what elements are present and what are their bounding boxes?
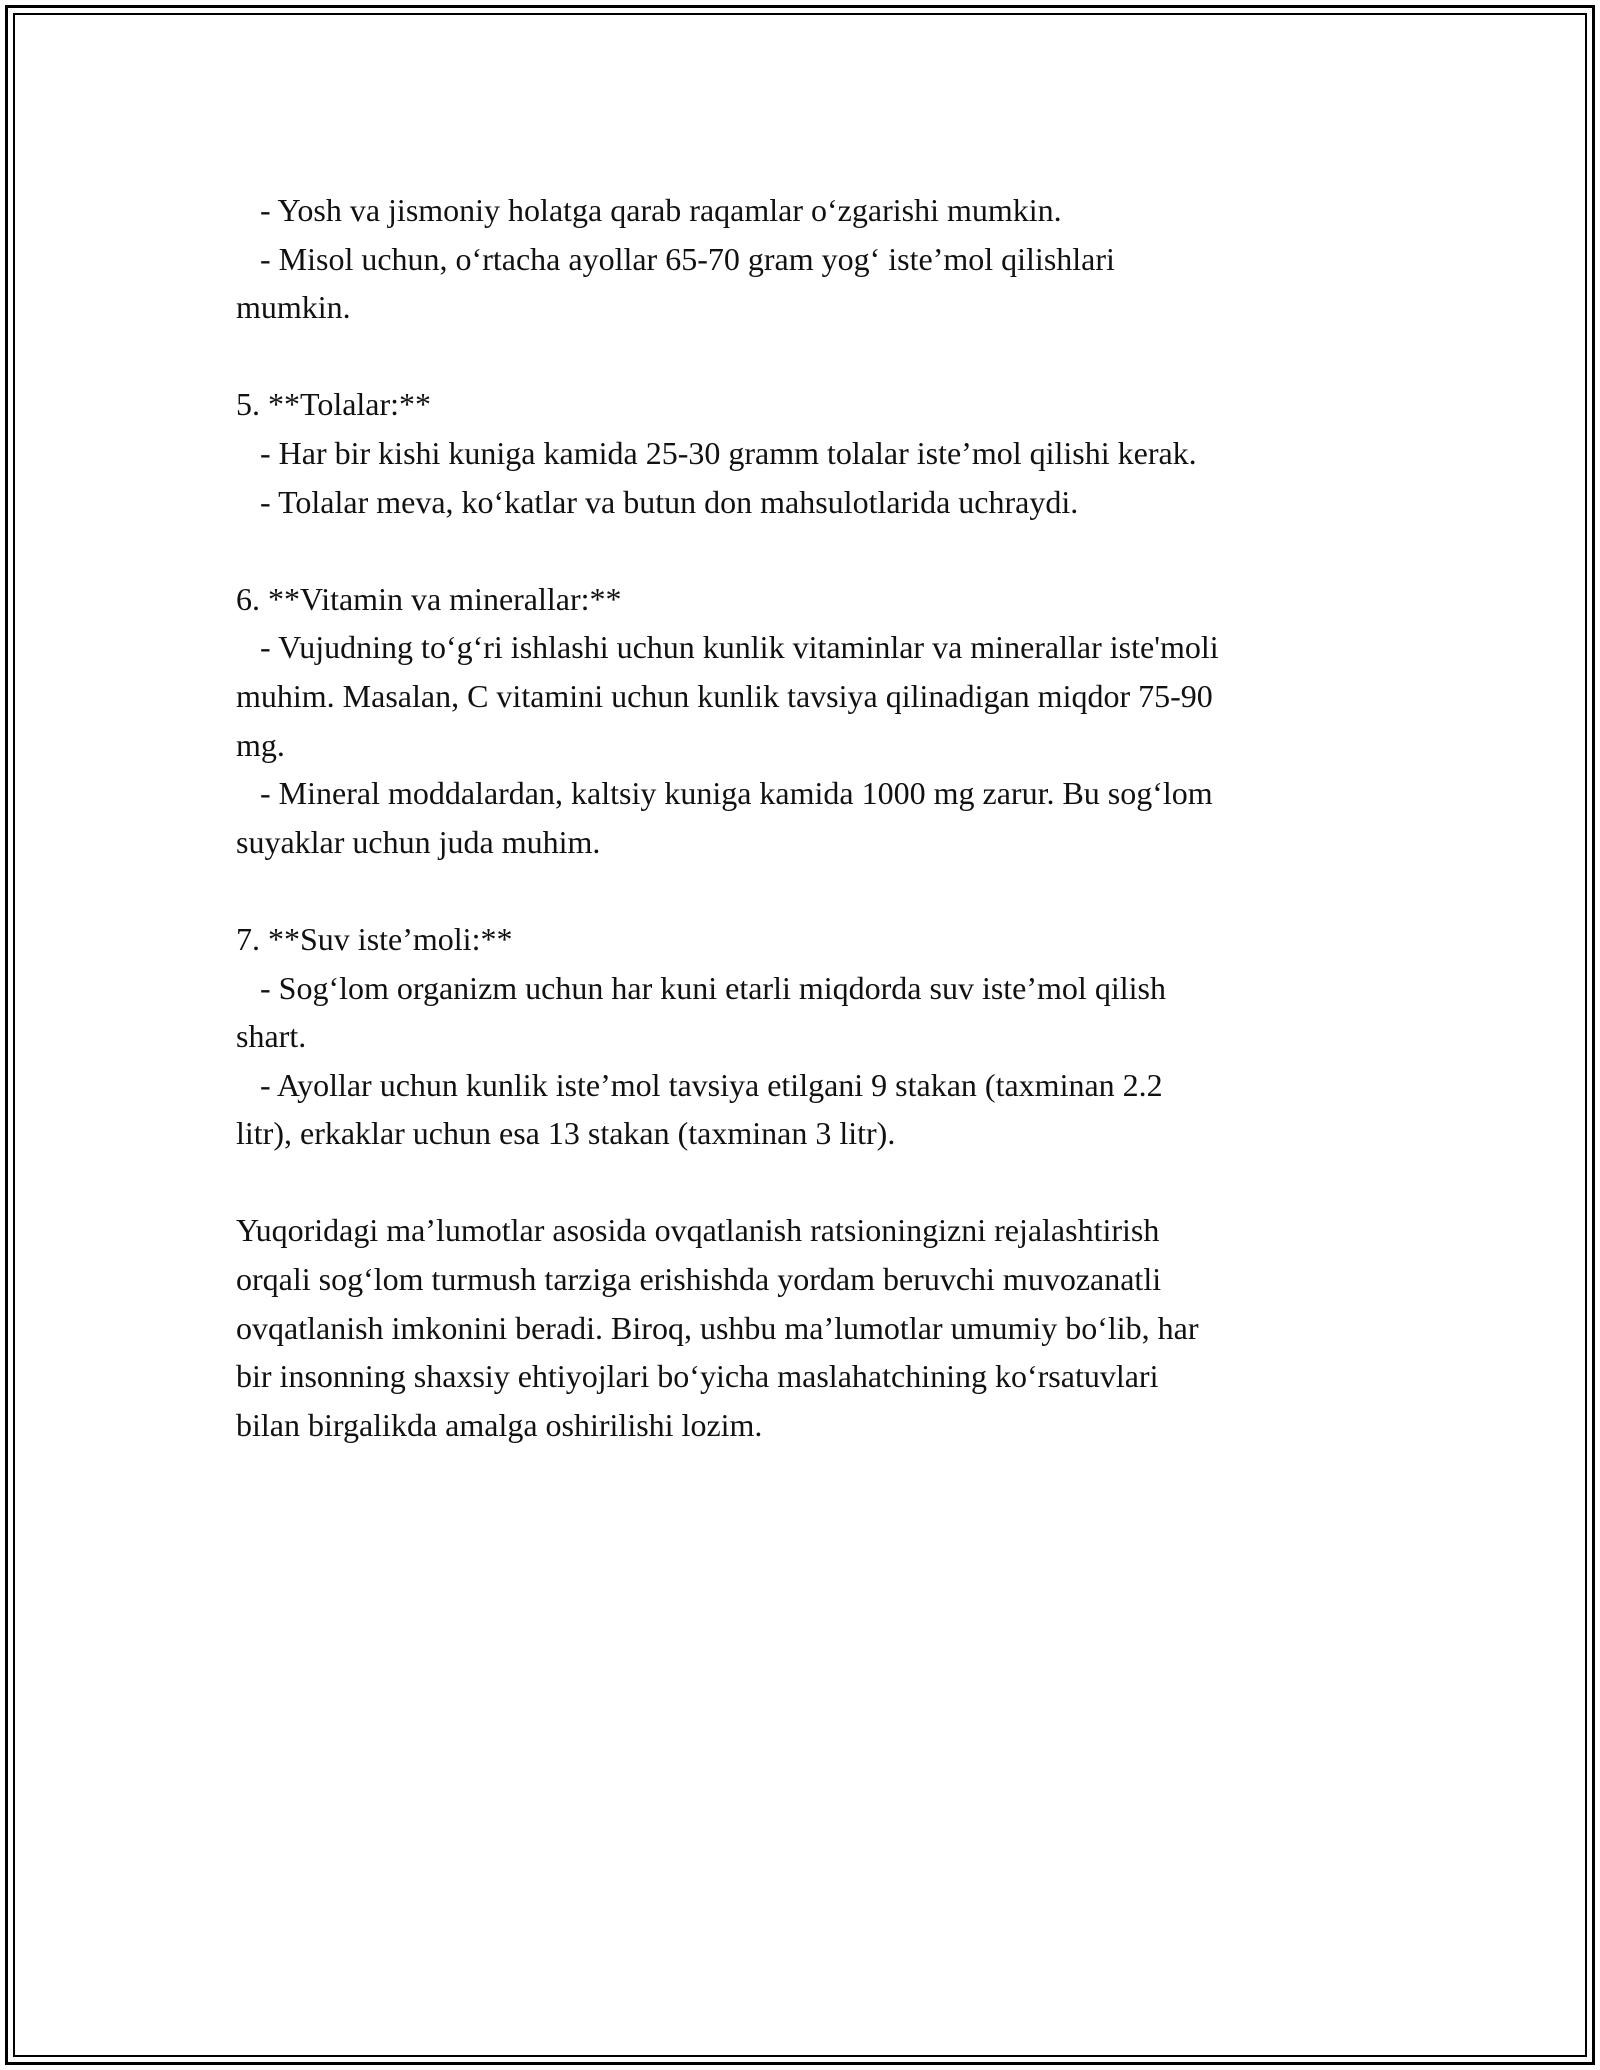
- text-line: - Har bir kishi kuniga kamida 25-30 gramm tolalar iste’mol qilishi kerak.: [236, 434, 1197, 471]
- text-line: - Mineral moddalardan, kaltsiy kuniga kamida 1000 mg zarur. Bu sog‘lom: [236, 775, 1213, 812]
- paragraph-gap: [236, 866, 1371, 915]
- text-line: - Yosh va jismoniy holatga qarab raqamlar o‘zgarishi mumkin.: [236, 192, 1062, 228]
- text-line: mumkin.: [236, 289, 351, 326]
- paragraph-gap: [236, 526, 1371, 575]
- text-line: - Vujudning to‘g‘ri ishlashi uchun kunlik vitaminlar va minerallar iste'moli: [236, 629, 1219, 666]
- conclusion-line: Yuqoridagi ma’lumotlar asosida ovqatlanish ratsioningizni rejalashtirish: [236, 1212, 1160, 1249]
- section-heading: 5. **Tolalar:**: [236, 386, 432, 423]
- document-body: [236, 186, 1371, 1449]
- conclusion-line: orqali sog‘lom turmush tarziga erishishda yordam beruvchi muvozanatli: [236, 1261, 1162, 1298]
- text-line: suyaklar uchun juda muhim.: [236, 823, 601, 860]
- conclusion-line: bilan birgalikda amalga oshirilishi lozim.: [236, 1406, 763, 1443]
- text-line: - Sog‘lom organizm uchun har kuni etarli miqdorda suv iste’mol qilish: [236, 969, 1166, 1006]
- section-heading: 6. **Vitamin va minerallar:**: [236, 580, 622, 617]
- text-line: litr), erkaklar uchun esa 13 stakan (taxminan 3 litr).: [236, 1115, 896, 1152]
- conclusion-line: bir insonning shaxsiy ehtiyojlari bo‘yicha maslahatchining ko‘rsatuvlari: [236, 1358, 1159, 1395]
- text-line: shart.: [236, 1018, 307, 1055]
- text-line: - Tolalar meva, ko‘katlar va butun don mahsulotlarida uchraydi.: [236, 483, 1079, 520]
- paragraph-gap: [236, 332, 1371, 381]
- text-line: muhim. Masalan, C vitamini uchun kunlik tavsiya qilinadigan miqdor 75-90: [236, 677, 1213, 714]
- text-line: - Ayollar uchun kunlik iste’mol tavsiya etilgani 9 stakan (taxminan 2.2: [236, 1066, 1163, 1103]
- paragraph-gap: [236, 1158, 1371, 1207]
- conclusion-line: ovqatlanish imkonini beradi. Biroq, ushbu ma’lumotlar umumiy bo‘lib, har: [236, 1309, 1199, 1346]
- text-line: - Misol uchun, o‘rtacha ayollar 65-70 gram yog‘ iste’mol qilishlari: [236, 240, 1115, 277]
- text-line: mg.: [236, 726, 285, 763]
- section-heading: 7. **Suv iste’moli:**: [236, 920, 513, 957]
